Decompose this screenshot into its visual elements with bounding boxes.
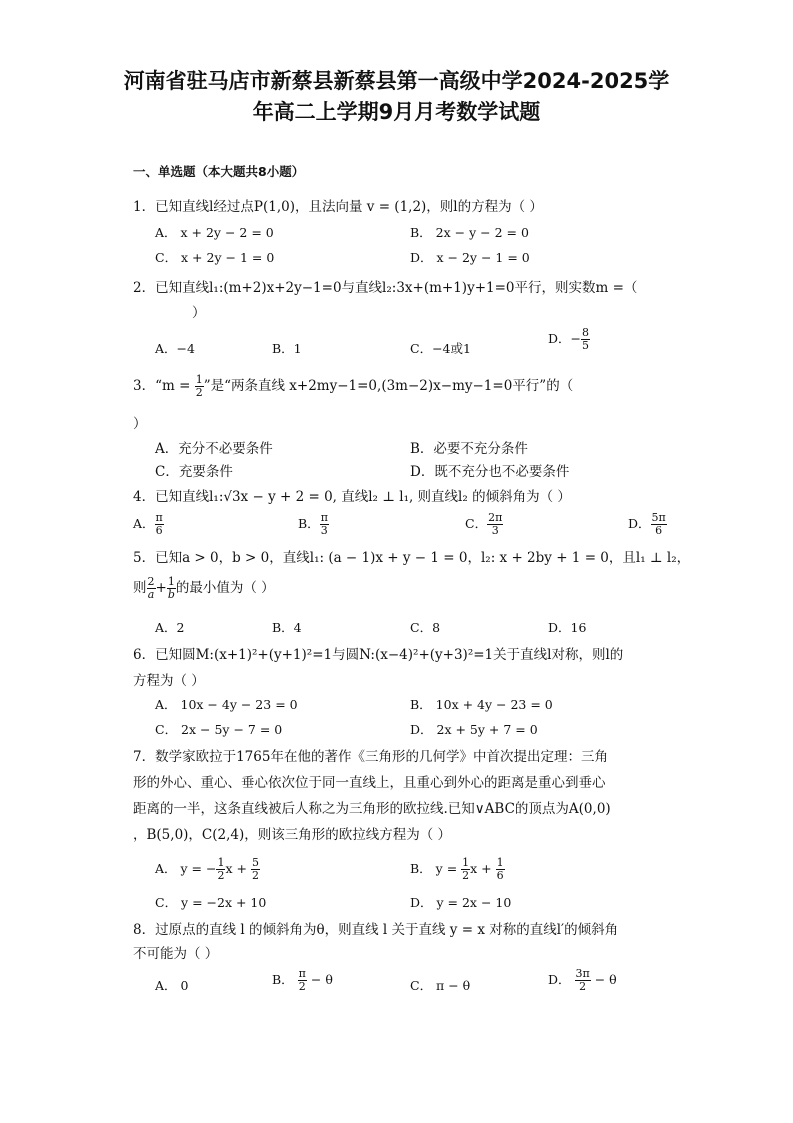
question-5-option-d: D．16 — [548, 620, 587, 635]
question-5-option-a: A．2 — [155, 620, 185, 635]
question-3-option-c: C．充要条件 — [155, 464, 233, 480]
option-label: B． y = — [410, 861, 462, 876]
question-2-option-d — [548, 327, 590, 352]
question-4-stem: 4．已知直线l₁:√3x − y + 2 = 0, 直线l₂ ⊥ l₁, 则直线l₂ 的倾斜角为（ ） — [133, 489, 571, 505]
question-2-stem-line2: ） — [192, 305, 206, 321]
option-label: B． — [272, 972, 298, 987]
fraction-numerator: π — [320, 511, 328, 524]
question-8-option-d — [548, 968, 617, 993]
fraction-denominator: 5 — [582, 339, 589, 352]
option-label: D．− — [548, 331, 581, 346]
question-6-stem-line2: 方程为（ ） — [133, 673, 205, 689]
fraction-denominator: 2 — [462, 869, 470, 882]
question-4-option-a — [133, 512, 164, 537]
fraction — [155, 512, 164, 537]
question-7-option-a — [155, 857, 260, 882]
option-mid: x + — [470, 861, 496, 876]
fraction-numerator: 1 — [496, 856, 504, 869]
fraction-numerator: 1 — [217, 856, 225, 869]
page-title-line1: 河南省驻马店市新蔡县新蔡县第一高级中学2024-2025学 — [123, 69, 670, 93]
fraction-denominator: 2 — [217, 869, 225, 882]
section-heading: 一、单选题（本大题共8小题） — [133, 164, 305, 179]
question-8-stem-line2: 不可能为（ ） — [133, 946, 219, 962]
fraction — [320, 512, 329, 537]
question-4-option-c — [465, 512, 503, 537]
fraction — [167, 576, 176, 601]
fraction-denominator: 2 — [579, 980, 587, 993]
question-1-option-d: D． x − 2y − 1 = 0 — [410, 250, 530, 265]
question-5-stem-line2: 则 $\frac{2}{a}$ + $\frac{1}{b}$ 的最小值为（ ） — [133, 575, 275, 601]
stem-part: ”是“两条直线 x+2my−1=0,(3m−2)x−my−1=0平行”的（ — [203, 378, 574, 394]
question-7-option-c: C． y = −2x + 10 — [155, 895, 267, 910]
fraction — [487, 512, 503, 537]
fraction-numerator: 2 — [147, 575, 155, 588]
fraction — [195, 374, 204, 399]
fraction-numerator: 8 — [582, 326, 589, 339]
fraction-numerator: 5 — [251, 856, 259, 869]
fraction-denominator: 3 — [491, 524, 499, 537]
fraction — [496, 857, 505, 882]
question-8-stem: 8．过原点的直线 l 的倾斜角为θ，则直线 l 关于直线 y = x 对称的直线l′的倾斜角 — [133, 922, 619, 938]
option-mid: − θ — [590, 972, 617, 987]
fraction — [147, 576, 156, 601]
question-1-option-c: C． x + 2y − 1 = 0 — [155, 250, 275, 265]
question-1-option-a: A． x + 2y − 2 = 0 — [155, 225, 274, 240]
option-mid: − θ — [306, 972, 333, 987]
question-6-stem: 6．已知圆M:(x+1)²+(y+1)²=1与圆N:(x−4)²+(y+3)²=1关于直线l对称，则l的 — [133, 647, 624, 663]
question-7-option-d: D． y = 2x − 10 — [410, 895, 512, 910]
fraction — [251, 857, 260, 882]
question-4-option-d — [628, 512, 667, 537]
question-8-option-a: A． 0 — [155, 978, 189, 993]
question-5-stem: 5．已知a > 0，b > 0，直线l₁: (a − 1)x + y − 1 = 0，l₂: x + 2by + 1 = 0，且l₁ ⊥ l₂， — [133, 550, 691, 566]
fraction-numerator: 1 — [167, 575, 175, 588]
question-7-stem-line2: 形的外心、重心、垂心依次位于同一直线上，且重心到外心的距离是重心到垂心 — [133, 775, 606, 791]
option-label: A． y = − — [155, 861, 217, 876]
question-2-option-a: A．−4 — [155, 341, 195, 356]
question-2-stem: 2．已知直线l₁:(m+2)x+2y−1=0与直线l₂:3x+(m+1)y+1=0平行，则实数m =（ — [133, 280, 638, 296]
fraction-denominator: 6 — [155, 524, 163, 537]
fraction-numerator: 1 — [195, 373, 203, 386]
stem-part: 则 — [133, 580, 147, 596]
fraction-denominator: 2 — [195, 386, 203, 399]
question-3-option-b: B．必要不充分条件 — [410, 441, 528, 457]
option-label: D． — [548, 972, 575, 987]
option-label: C． — [465, 516, 488, 531]
question-8-option-c: C． π − θ — [410, 978, 471, 993]
fraction-numerator: 5π — [651, 511, 666, 524]
option-label: B． — [298, 516, 320, 531]
question-6-option-b: B． 10x + 4y − 23 = 0 — [410, 697, 553, 712]
fraction-denominator: a — [147, 588, 155, 601]
question-3-option-a: A．充分不必要条件 — [155, 441, 273, 457]
fraction-numerator: π — [298, 967, 306, 980]
question-1-stem: 1．已知直线l经过点P(1,0)，且法向量 v = (1,2)，则l的方程为（ ） — [133, 199, 543, 215]
fraction — [581, 327, 590, 352]
question-7-option-b — [410, 857, 505, 882]
fraction-numerator: π — [155, 511, 163, 524]
fraction — [298, 968, 307, 993]
question-3-stem — [133, 374, 573, 399]
question-1-option-b: B． 2x − y − 2 = 0 — [410, 225, 529, 240]
fraction-denominator: b — [167, 588, 175, 601]
question-7-stem-line4: ，B(5,0)，C(2,4)，则该三角形的欧拉线方程为（ ） — [133, 827, 452, 843]
question-7-stem-line1: 7．数学家欧拉于1765年在他的著作《三角形的几何学》中首次提出定理：三角 — [133, 749, 608, 765]
question-6-option-d: D． 2x + 5y + 7 = 0 — [410, 722, 538, 737]
fraction — [575, 968, 591, 993]
option-label: D． — [628, 516, 651, 531]
option-mid: x + — [225, 861, 251, 876]
fraction-numerator: 3π — [575, 967, 590, 980]
question-7-stem-line3: 距离的一半，这条直线被后人称之为三角形的欧拉线.已知∨ABC的顶点为A(0,0) — [133, 801, 611, 817]
question-2-option-c: C．−4或1 — [410, 341, 471, 356]
fraction-numerator: 2π — [488, 511, 503, 524]
fraction-denominator: 2 — [251, 869, 259, 882]
question-5-option-c: C．8 — [410, 620, 441, 635]
fraction-denominator: 6 — [496, 869, 504, 882]
fraction — [461, 857, 470, 882]
fraction-denominator: 2 — [298, 980, 306, 993]
fraction-denominator: 6 — [655, 524, 663, 537]
question-6-option-c: C． 2x − 5y − 7 = 0 — [155, 722, 283, 737]
page-title-line2: 年高二上学期9月月考数学试题 — [252, 100, 541, 124]
question-4-option-b — [298, 512, 329, 537]
question-6-option-a: A． 10x − 4y − 23 = 0 — [155, 697, 298, 712]
stem-part: 3．“m = — [133, 378, 195, 394]
fraction — [651, 512, 667, 537]
stem-part: 的最小值为（ ） — [175, 580, 275, 596]
fraction-numerator: 1 — [462, 856, 470, 869]
question-3-stem-line2: ） — [133, 416, 147, 432]
question-3-option-d: D．既不充分也不必要条件 — [410, 464, 570, 480]
question-2-option-b: B．1 — [272, 341, 302, 356]
fraction-denominator: 3 — [320, 524, 328, 537]
option-label: A． — [133, 516, 155, 531]
question-5-option-b: B．4 — [272, 620, 302, 635]
question-8-option-b — [272, 968, 333, 993]
